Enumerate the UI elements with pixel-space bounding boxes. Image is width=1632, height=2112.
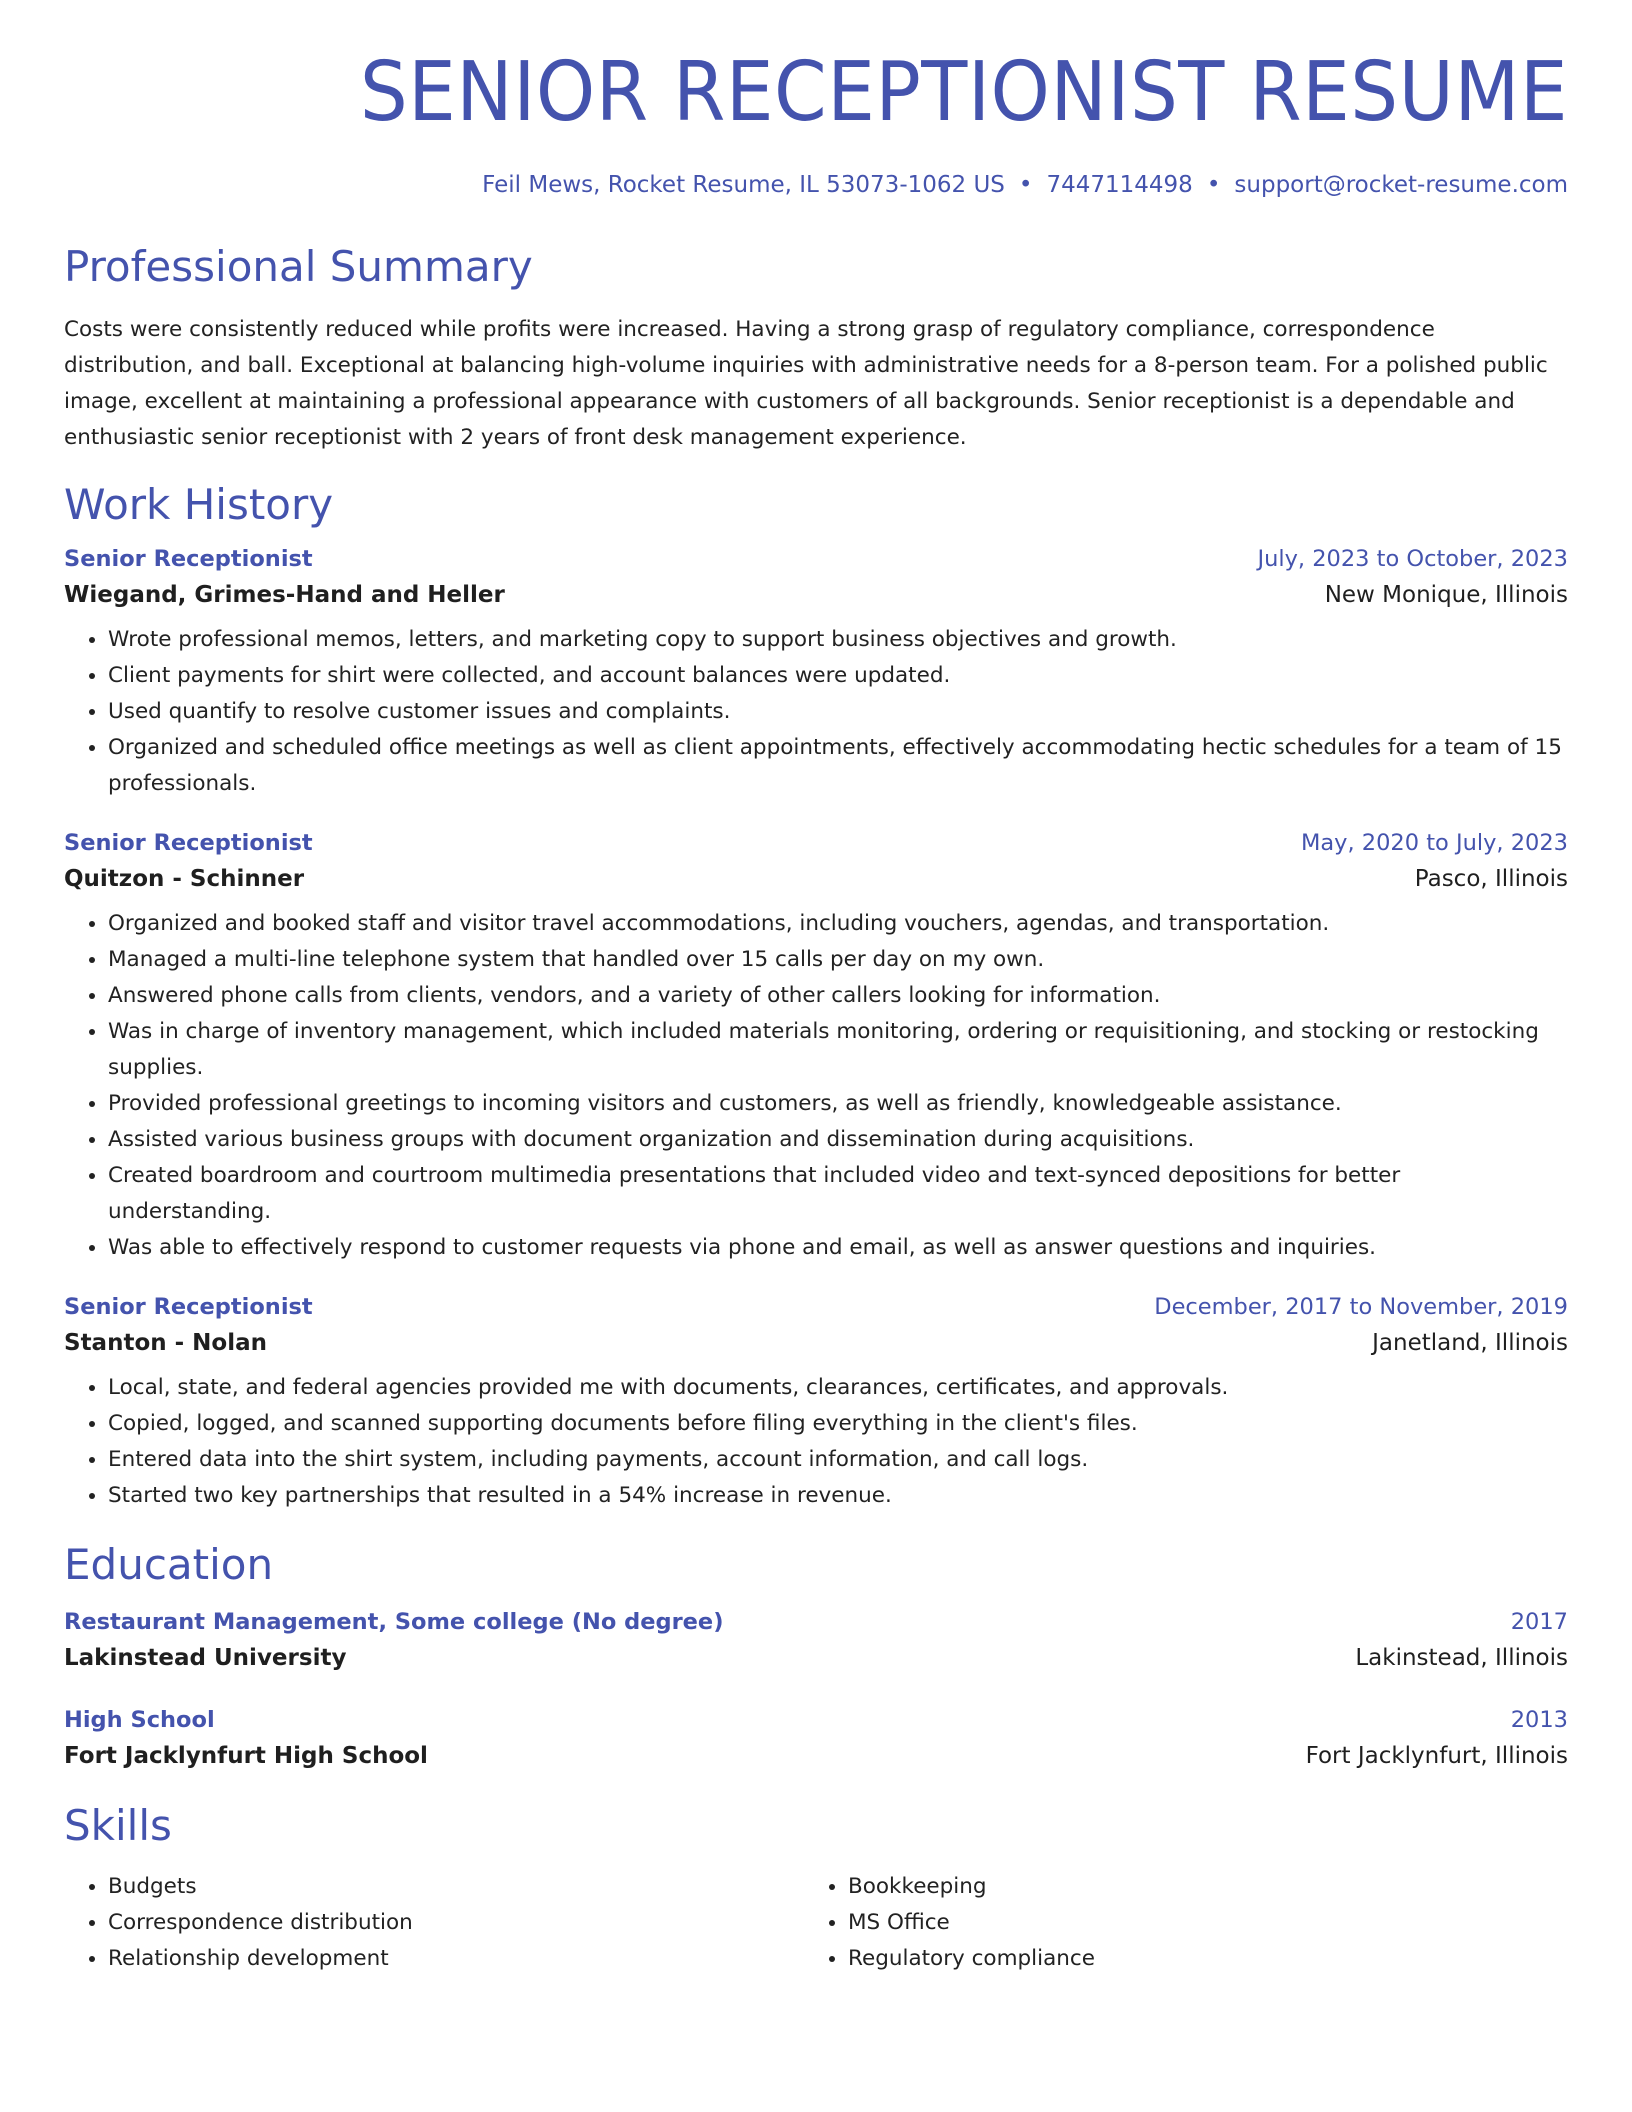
job-bullet: • Wrote professional memos, letters, and marketing copy to support business objectives and growth. [108, 622, 1568, 658]
job-employer: Wiegand, Grimes-Hand and Heller [64, 582, 505, 609]
skills-list [64, 1869, 1568, 1977]
job-title: Senior Receptionist [64, 830, 313, 857]
job-bullet: • Organized and scheduled office meetings as well as client appointments, effectively accommodating hectic schedules for a team of 15 professionals. [108, 730, 1568, 802]
job-dates: July, 2023 to October, 2023 [1257, 546, 1568, 573]
education-year: 2013 [1510, 1706, 1568, 1733]
job-bullet: • Assisted various business groups with document organization and dissemination during acquisitions. [108, 1122, 1568, 1158]
contact-phone: 7447114498 [1046, 172, 1193, 198]
skill-item: • MS Office [848, 1905, 1544, 1941]
job-bullet: • Started two key partnerships that resulted in a 54% increase in revenue. [108, 1478, 1568, 1514]
job-employer: Quitzon - Schinner [64, 866, 305, 893]
job-bullet: • Entered data into the shirt system, including payments, account information, and call logs. [108, 1442, 1568, 1478]
summary-text: Costs were consistently reduced while profits were increased. Having a strong grasp of regulatory compliance, correspondence distribution, and ball. Exceptional at balancing high-volume inquiries with administrative needs for a 8-person team. For a polished public image, excellent at maintaining a professional appearance with customers of all backgrounds. Senior receptionist is a dependable and enthusiastic senior receptionist with 2 years of front desk management experience. [64, 317, 1548, 451]
job-bullets [64, 622, 1568, 802]
job-bullet: • Copied, logged, and scanned supporting documents before filing everything in the client's files. [108, 1406, 1568, 1442]
education-entry [64, 1707, 1568, 1769]
skills-column-left [64, 1869, 804, 1977]
education-degree: Restaurant Management, Some college (No degree) [64, 1608, 724, 1635]
education-location: Lakinstead, Illinois [1355, 1644, 1568, 1671]
job-bullets [64, 906, 1568, 1266]
job-bullet: • Was in charge of inventory management, which included materials monitoring, ordering or requisitioning, and stocking or restocking supplies. [108, 1014, 1568, 1086]
contact-separator: • [1018, 172, 1033, 198]
skill-item: • Bookkeeping [848, 1869, 1544, 1905]
job-entry [64, 546, 1568, 802]
education-entry [64, 1609, 1568, 1671]
job-bullet: • Created boardroom and courtroom multimedia presentations that included video and text-synced depositions for better understanding. [108, 1158, 1568, 1230]
education-degree: High School [64, 1706, 215, 1733]
job-bullets [64, 1370, 1568, 1514]
skill-item: • Relationship development [108, 1941, 804, 1977]
education-school: Fort Jacklynfurt High School [64, 1742, 428, 1769]
resume-title: SENIOR RECEPTIONIST RESUME [359, 45, 1568, 140]
skills-column-right [804, 1869, 1544, 1977]
job-bullet: • Local, state, and federal agencies provided me with documents, clearances, certificates, and approvals. [108, 1370, 1568, 1406]
education-location: Fort Jacklynfurt, Illinois [1305, 1742, 1568, 1769]
job-entry [64, 830, 1568, 1266]
contact-email[interactable]: support@rocket-resume.com [1234, 172, 1568, 198]
education-heading: Education [64, 1540, 274, 1590]
job-employer: Stanton - Nolan [64, 1330, 268, 1357]
job-bullet: • Organized and booked staff and visitor travel accommodations, including vouchers, agendas, and transportation. [108, 906, 1568, 942]
contact-separator: • [1206, 172, 1221, 198]
job-dates: December, 2017 to November, 2019 [1154, 1294, 1568, 1321]
skill-item: • Correspondence distribution [108, 1905, 804, 1941]
job-location: Pasco, Illinois [1414, 866, 1568, 893]
job-bullet: • Used quantify to resolve customer issues and complaints. [108, 694, 1568, 730]
education-school: Lakinstead University [64, 1644, 347, 1671]
skills-heading: Skills [64, 1800, 172, 1850]
job-bullet: • Answered phone calls from clients, vendors, and a variety of other callers looking for information. [108, 978, 1568, 1014]
job-bullet: • Was able to effectively respond to customer requests via phone and email, as well as answer questions and inquiries. [108, 1230, 1568, 1266]
job-bullet: • Managed a multi-line telephone system that handled over 15 calls per day on my own. [108, 942, 1568, 978]
job-entry [64, 1294, 1568, 1514]
job-title: Senior Receptionist [64, 546, 313, 573]
job-location: Janetland, Illinois [1372, 1330, 1568, 1357]
skill-item: • Regulatory compliance [848, 1941, 1544, 1977]
job-bullet: • Provided professional greetings to incoming visitors and customers, as well as friendly, knowledgeable assistance. [108, 1086, 1568, 1122]
summary-heading: Professional Summary [64, 242, 533, 291]
job-location: New Monique, Illinois [1324, 582, 1568, 609]
contact-address: Feil Mews, Rocket Resume, IL 53073-1062 US [482, 172, 1005, 198]
work-history-heading: Work History [64, 480, 334, 530]
job-title: Senior Receptionist [64, 1294, 313, 1321]
contact-line [64, 172, 1568, 198]
job-dates: May, 2020 to July, 2023 [1300, 830, 1568, 857]
skill-item: • Budgets [108, 1869, 804, 1905]
job-bullet: • Client payments for shirt were collected, and account balances were updated. [108, 658, 1568, 694]
education-year: 2017 [1510, 1608, 1568, 1635]
